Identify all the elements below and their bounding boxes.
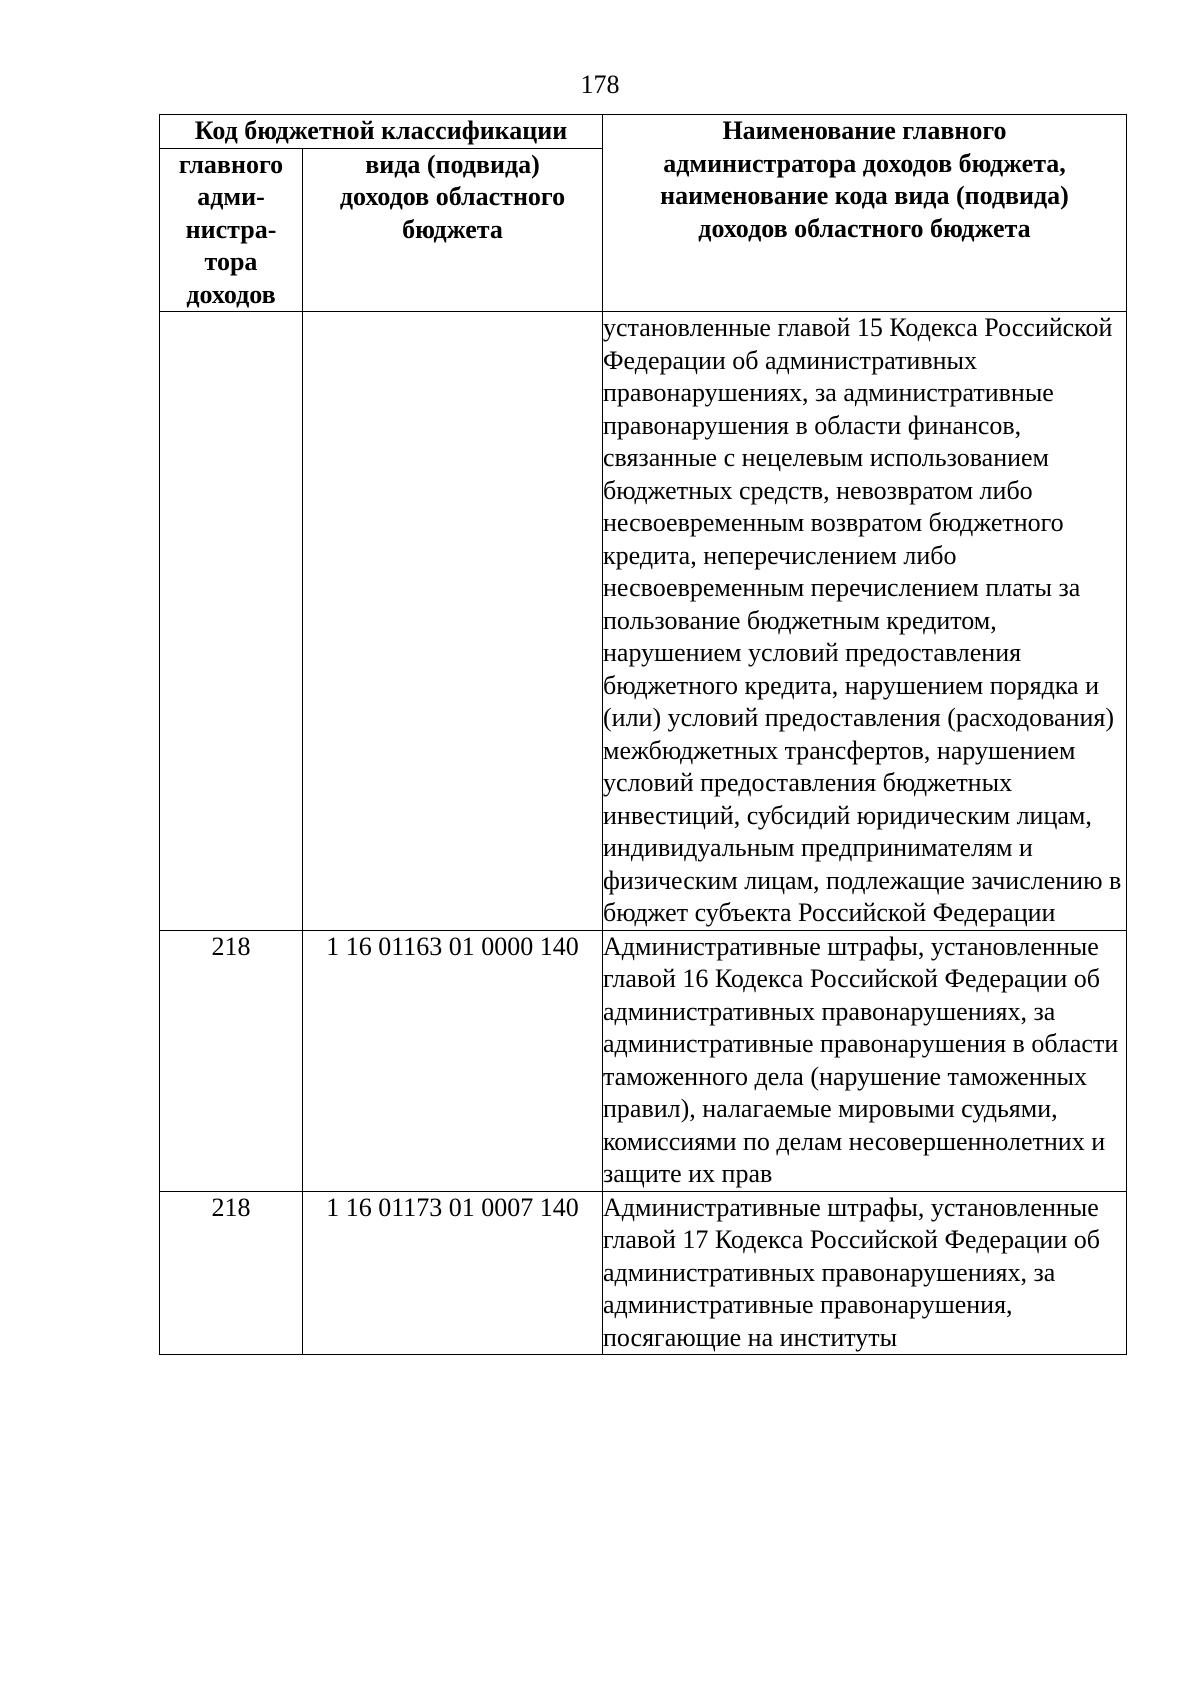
header-name-line-3: наименование кода вида (подвида) [660,181,1069,210]
admin-code-cell: 218 [160,930,303,1191]
kind-code-cell: 1 16 01163 01 0000 140 [303,930,603,1191]
name-cell: Административные штрафы, установленные главой 16 Кодекса Российской Федерации об административных правонарушениях, за административные правонарушения в области таможенного дела (нарушение таможенных правил), налагаемые мировыми судьями, комиссиями по делам несовершеннолетних и защите их прав [603,930,1127,1191]
header-admin-line-5: доходов [186,279,276,309]
header-admin-line-3: нистра- [185,214,277,244]
kind-code-cell: 1 16 01173 01 0007 140 [303,1191,603,1355]
header-kind-code-column [303,148,603,312]
header-admin-line-2: адми- [197,182,265,211]
name-cell: установленные главой 15 Кодекса Российской Федерации об административных правонарушениях, за административные правонарушения в области финансов, связанные с нецелевым использованием бюджетных средств, невозвратом либо несвоевременным возвратом бюджетного кредита, неперечислением либо несвоевременным перечислением платы за пользование бюджетным кредитом, нарушением условий предоставления бюджетного кредита, нарушением порядка и (или) условий предоставления (расходования) межбюджетных трансфертов, нарушением условий предоставления бюджетных инвестиций, субсидий юридическим лицам, индивидуальным предпринимателям и физическим лицам, подлежащие зачислению в бюджет субъекта Российской Федерации [603,312,1127,931]
header-kind-line-2: доходов областного [339,182,566,211]
header-admin-line-4: тора [204,247,258,276]
kind-code-cell [303,312,603,931]
header-name-column [603,115,1127,312]
table-row [160,930,1127,1191]
header-admin-line-1: главного [178,149,284,179]
header-name-line-1: Наименование главного [722,116,1007,145]
name-cell: Административные штрафы, установленные главой 17 Кодекса Российской Федерации об административных правонарушениях, за административные правонарушения, посягающие на институты [603,1191,1127,1355]
header-kind-line-1: вида (подвида) [365,149,540,179]
budget-classification-table [159,114,1127,1355]
header-name-line-4: доходов областного бюджета [698,213,1031,243]
header-admin-code-column [160,148,303,312]
admin-code-cell: 218 [160,1191,303,1355]
header-kind-line-3: бюджета [402,214,503,244]
table-row [160,312,1127,931]
header-name-line-2: администратора доходов бюджета, [663,148,1066,178]
admin-code-cell [160,312,303,931]
page-number: 178 [580,70,620,99]
header-budget-classification-code: Код бюджетной классификации [160,115,603,149]
table-row [160,1191,1127,1355]
